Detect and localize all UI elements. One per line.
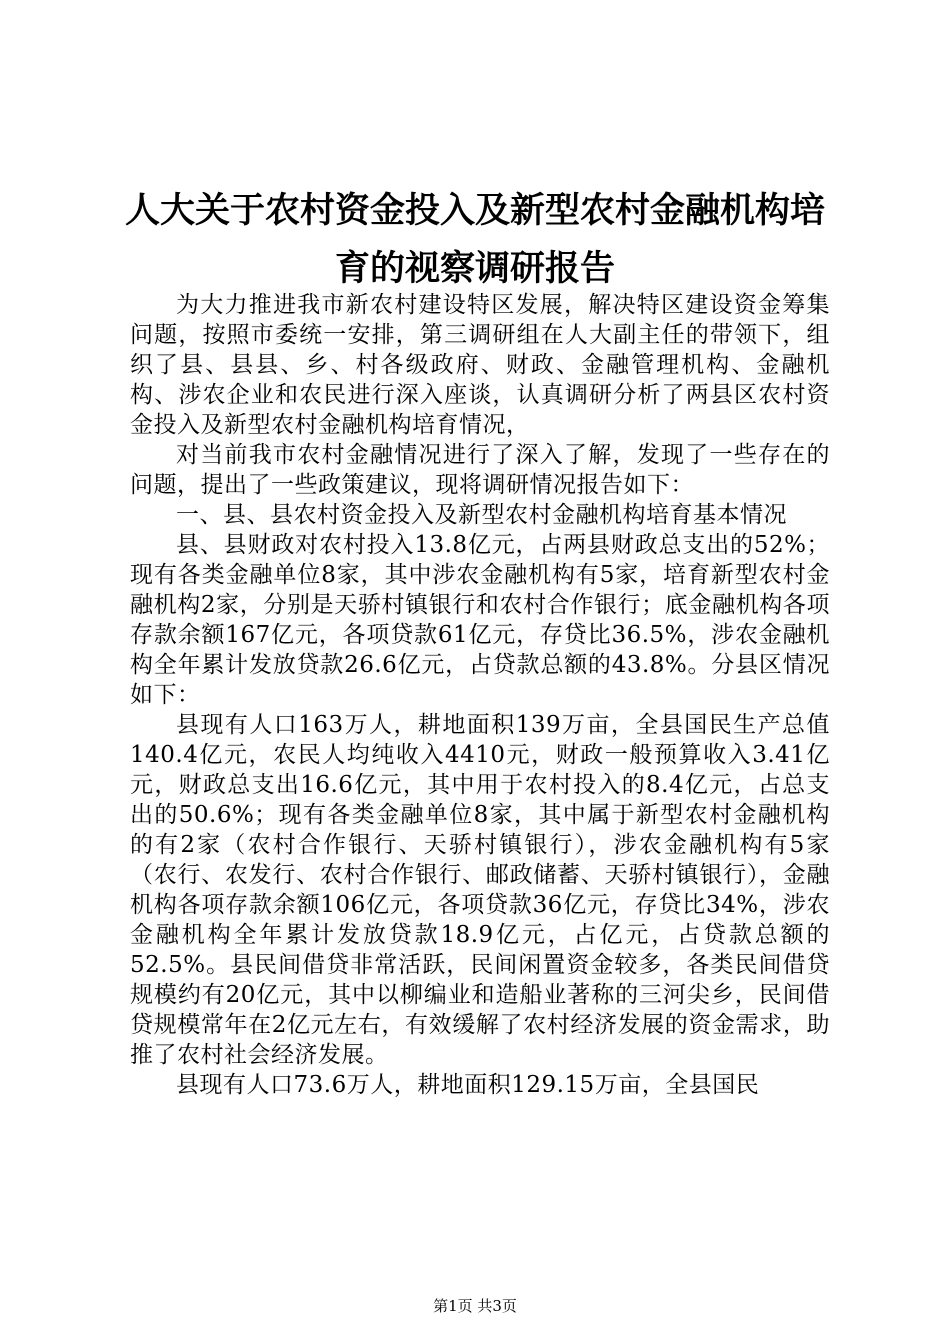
paragraph: 对当前我市农村金融情况进行了深入了解，发现了一些存在的问题，提出了一些政策建议，现将调研情况报告如下： xyxy=(130,442,830,498)
document-title-line-2: 育的视察调研报告 xyxy=(334,249,615,289)
paragraph: 县、县财政对农村投入13.8亿元，占两县财政总支出的52%；现有各类金融单位8家，其中涉农金融机构有5家，培育新型农村金融机构2家，分别是天骄村镇银行和农村合作银行；底金融机构各项存款余额167亿元，各项贷款61亿元，存贷比36.5%，涉农金融机构全年累计发放贷款26.6亿元，占贷款总额的43.8%。分县区情况如下： xyxy=(130,532,830,708)
section-heading: 一、县、县农村资金投入及新型农村金融机构培育基本情况 xyxy=(176,502,787,528)
document-body xyxy=(130,290,830,1100)
paragraph: 县现有人口73.6万人，耕地面积129.15万亩，全县国民 xyxy=(176,1072,760,1098)
paragraph: 为大力推进我市新农村建设特区发展，解决特区建设资金筹集问题，按照市委统一安排，第三调研组在人大副主任的带领下，组织了县、县县、乡、村各级政府、财政、金融管理机构、金融机构、涉农企业和农民进行深入座谈，认真调研分析了两县区农村资金投入及新型农村金融机构培育情况， xyxy=(130,292,830,438)
paragraph: 县现有人口163万人，耕地面积139万亩，全县国民生产总值140.4亿元，农民人均纯收入4410元，财政一般预算收入3.41亿元，财政总支出16.6亿元，其中用于农村投入的8.4亿元，占总支出的50.6%；现有各类金融单位8家，其中属于新型农村金融机构的有2家（农村合作银行、天骄村镇银行），涉农金融机构有5家（农行、农发行、农村合作银行、邮政储蓄、天骄村镇银行），金融机构各项存款余额106亿元，各项贷款36亿元，存贷比34%，涉农金融机构全年累计发放贷款18.9亿元，占亿元，占贷款总额的52.5%。县民间借贷非常活跃，民间闲置资金较多，各类民间借贷规模约有20亿元，其中以柳编业和造船业著称的三河尖乡，民间借贷规模常年在2亿元左右，有效缓解了农村经济发展的资金需求，助推了农村社会经济发展。 xyxy=(130,712,830,1068)
document-title-line-1: 人大关于农村资金投入及新型农村金融机构培 xyxy=(124,191,825,231)
page-footer: 第1页 共3页 xyxy=(433,1297,517,1315)
